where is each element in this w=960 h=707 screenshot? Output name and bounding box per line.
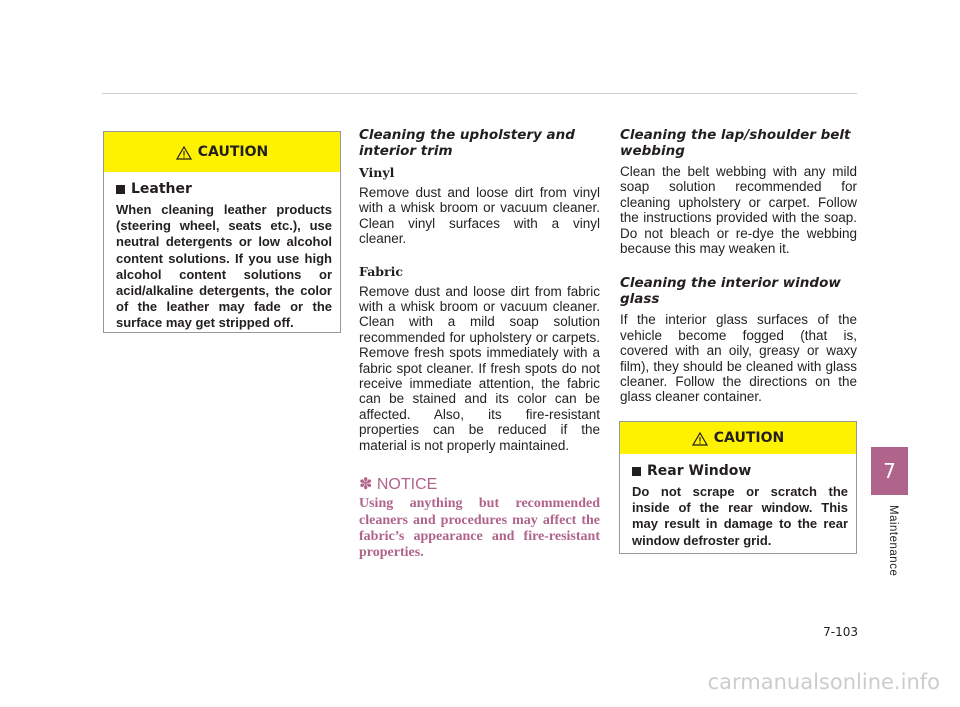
chapter-tab[interactable] bbox=[871, 447, 908, 495]
glass-text: If the interior glass surfaces of the vehicle become fogged (that is, covered with an oily, greasy or waxy film), they should be cleaned with glass cleaner. Follow the directions on the glass cleaner container. bbox=[620, 312, 857, 405]
bullet-square-icon bbox=[632, 467, 641, 476]
bullet-square-icon bbox=[116, 185, 125, 194]
caution-header bbox=[104, 132, 340, 172]
caution-header bbox=[620, 422, 856, 454]
caution-subtitle-text: Rear Window bbox=[647, 463, 752, 479]
belt-heading: Cleaning the lap/shoulder belt webbing bbox=[620, 127, 851, 159]
glass-heading: Cleaning the interior window glass bbox=[620, 275, 841, 308]
vinyl-text: Remove dust and loose dirt from vinyl with a whisk broom or vacuum cleaner. Clean vinyl surfaces with a vinyl cleaner. bbox=[359, 185, 600, 247]
chapter-number: 7 bbox=[883, 459, 896, 483]
caution-subtitle bbox=[116, 181, 332, 197]
warning-triangle-icon bbox=[176, 146, 192, 160]
fabric-text: Remove dust and loose dirt from fabric with a whisk broom or vacuum cleaner. Clean with a mild soap solution recommended for upholstery or carpets. Remove fresh spots immediately with a fabric spot cleaner. If fresh spots do not receive immediate attention, the fabric can be stained and its color can be affected. Also, its fire-resistant properties can be reduced if the material is not properly maintained. bbox=[359, 283, 600, 453]
fabric-title: Fabric bbox=[359, 263, 403, 279]
caution-subtitle-text: Leather bbox=[131, 181, 192, 197]
watermark: carmanualsonline.info bbox=[707, 670, 940, 694]
top-rule bbox=[102, 93, 857, 94]
caution-label: CAUTION bbox=[197, 144, 269, 160]
caution-box-leather bbox=[103, 131, 341, 333]
caution-subtitle bbox=[632, 463, 848, 479]
vinyl-title: Vinyl bbox=[359, 165, 395, 180]
belt-text: Clean the belt webbing with any mild soap solution recommended for cleaning upholstery or carpet. Follow the instructions provided with the soap. Do not bleach or re-dye the webbing because this may weaken it. bbox=[620, 164, 857, 257]
upholstery-heading: Cleaning the upholstery and interior trim bbox=[359, 127, 575, 159]
warning-triangle-icon bbox=[692, 432, 708, 446]
notice-title: ✽ NOTICE bbox=[359, 476, 438, 494]
right-column bbox=[620, 127, 857, 405]
chapter-label: Maintenance bbox=[887, 505, 899, 577]
caution-text: When cleaning leather products (steering wheel, seats etc.), use neutral detergents or low alcohol content solutions. If you use high alcohol content solutions or acid/alkaline detergents, the color of the leather may fade or the surface may get stripped off. bbox=[116, 202, 332, 331]
page-number: 7-103 bbox=[823, 625, 858, 639]
caution-label: CAUTION bbox=[713, 430, 785, 446]
caution-box-rear-window bbox=[619, 421, 857, 554]
caution-text: Do not scrape or scratch the inside of the rear window. This may result in damage to the rear window defroster grid. bbox=[632, 484, 848, 548]
middle-column bbox=[359, 127, 600, 562]
notice-text: Using anything but recommended cleaners and procedures may affect the fabric’s appearance and fire-resistant properties. bbox=[359, 496, 600, 561]
